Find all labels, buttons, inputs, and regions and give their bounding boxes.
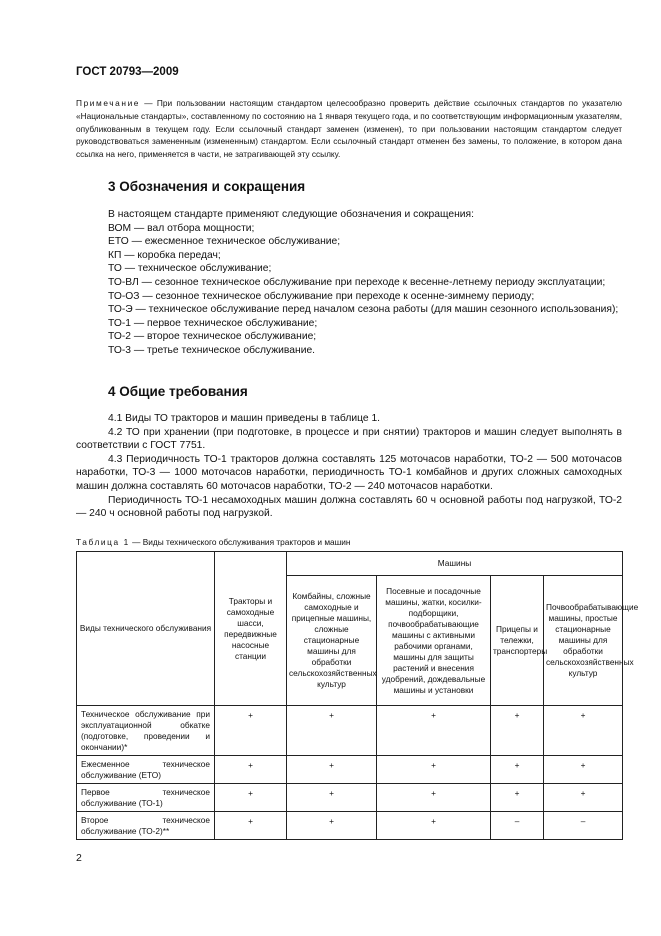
header-combines: Комбайны, сложные самоходные и прицепные машины, сложные стационарные машины для обработки сельскохозяйственных культур — [287, 576, 377, 706]
header-seeding-machines: Посевные и посадочные машины, жатки, косилки-подборщики, почвообрабатывающие машины с активными рабочими органами, машины для защиты растений и внесения удобрений, дождевальные машины и установки — [377, 576, 491, 706]
abbreviation-item: ТО-Э — техническое обслуживание перед началом сезона работы (для машин сезонного использования); — [108, 304, 619, 316]
section-3-intro: В настоящем стандарте применяют следующие обозначения и сокращения: — [108, 209, 474, 220]
abbreviation-item: КП — коробка передач; — [108, 249, 221, 261]
mark-cell: + — [287, 812, 377, 840]
mark-cell: + — [491, 756, 544, 784]
mark-cell: + — [544, 784, 623, 812]
abbreviation-item: ТО-3 — третье техническое обслуживание. — [108, 344, 316, 356]
row-type: Ежесменное техническое обслуживание (ЕТО) — [77, 756, 215, 784]
row-type: Второе техническое обслуживание (ТО-2)** — [77, 812, 215, 840]
note-paragraph — [76, 97, 622, 161]
mark-cell: + — [215, 706, 287, 756]
section-3-body — [76, 208, 622, 358]
table-row — [77, 756, 623, 784]
mark-cell: + — [287, 784, 377, 812]
abbreviation-item: ТО-1 — первое техническое обслуживание; — [108, 317, 318, 329]
abbreviation-item: ТО-ВЛ — сезонное техническое обслуживание при переходе к весенне-летнему периоду эксплуатации; — [108, 276, 606, 288]
mark-cell: – — [544, 812, 623, 840]
mark-cell: – — [491, 812, 544, 840]
paragraph-4-1: 4.1 Виды ТО тракторов и машин приведены в таблице 1. — [108, 413, 381, 424]
abbreviation-item: ЕТО — ежесменное техническое обслуживание; — [108, 236, 341, 248]
header-maintenance-type: Виды технического обслуживания — [77, 552, 215, 706]
mark-cell: + — [287, 756, 377, 784]
mark-cell: + — [491, 706, 544, 756]
mark-cell: + — [377, 784, 491, 812]
mark-cell: + — [287, 706, 377, 756]
paragraph-4-2: 4.2 ТО при хранении (при подготовке, в процессе и при снятии) тракторов и машин следует выполнять в соответствии с ГОСТ 7751. — [76, 426, 622, 452]
table-caption-text: — Виды технического обслуживания тракторов и машин — [129, 537, 351, 547]
mark-cell: + — [491, 784, 544, 812]
table-caption — [76, 537, 351, 547]
maintenance-types-table — [76, 551, 639, 840]
mark-cell: + — [377, 756, 491, 784]
abbreviation-item: ТО — техническое обслуживание; — [108, 263, 272, 275]
note-lead: Примечание — [76, 98, 141, 108]
row-type: Техническое обслуживание при эксплуатационной обкатке (подготовке, проведении и окончании)* — [77, 706, 215, 756]
note-text: — При пользовании настоящим стандартом целесообразно проверить действие ссылочных стандартов по указателю «Национальные стандарты», составленному по состоянию на 1 января текущего года, и по соответствующим информационным указателям, опубликованным в текущем году. Если ссылочный стандарт заменен (изменен), то при пользовании настоящим стандартом следует руководствоваться замененным (измененным) стандартом. Если ссылочный стандарт отменен без замены, то положение, в котором дана ссылка на него, применяется в части, не затрагивающей эту ссылку. — [76, 98, 623, 160]
table-row — [77, 812, 623, 840]
header-tractors: Тракторы и самоходные шасси, передвижные насосные станции — [215, 552, 287, 706]
mark-cell: + — [215, 784, 287, 812]
mark-cell: + — [215, 812, 287, 840]
document-header: ГОСТ 20793—2009 — [76, 66, 179, 78]
header-machines-group: Машины — [287, 552, 623, 576]
mark-cell: + — [544, 706, 623, 756]
section-4-body — [76, 412, 622, 521]
table-header-row — [77, 552, 623, 576]
abbreviation-item: ВОМ — вал отбора мощности; — [108, 222, 255, 234]
mark-cell: + — [377, 706, 491, 756]
table-row — [77, 706, 623, 756]
table-caption-label: Таблица 1 — [76, 537, 130, 547]
header-trailers: Прицепы и тележки, транспортеры — [491, 576, 544, 706]
paragraph-4-3-cont: Периодичность ТО-1 несамоходных машин должна составлять 60 ч основной работы под нагрузкой, ТО-2 — 240 ч основной работы под нагрузкой. — [76, 494, 622, 520]
table-row — [77, 784, 623, 812]
section-4-title: 4 Общие требования — [108, 384, 248, 399]
mark-cell: + — [377, 812, 491, 840]
paragraph-4-3: 4.3 Периодичность ТО-1 тракторов должна составлять 125 моточасов наработки, ТО-2 — 500 моточасов наработки, ТО-3 — 1000 моточасов наработки, периодичность ТО-1 комбайнов и других сложных самоходных машин должна составлять 60 моточасов наработки, ТО-2 — 240 моточасов наработки. — [76, 453, 622, 492]
mark-cell: + — [215, 756, 287, 784]
row-type: Первое техническое обслуживание (ТО-1) — [77, 784, 215, 812]
page-number: 2 — [76, 852, 82, 864]
abbreviation-item: ТО-ОЗ — сезонное техническое обслуживание при переходе к осенне-зимнему периоду; — [108, 290, 535, 302]
abbreviation-item: ТО-2 — второе техническое обслуживание; — [108, 331, 317, 343]
section-3-title: 3 Обозначения и сокращения — [108, 179, 306, 194]
mark-cell: + — [544, 756, 623, 784]
header-soil-machines: Почвообрабатывающие машины, простые стационарные машины для обработки сельскохозяйственных культур — [544, 576, 623, 706]
